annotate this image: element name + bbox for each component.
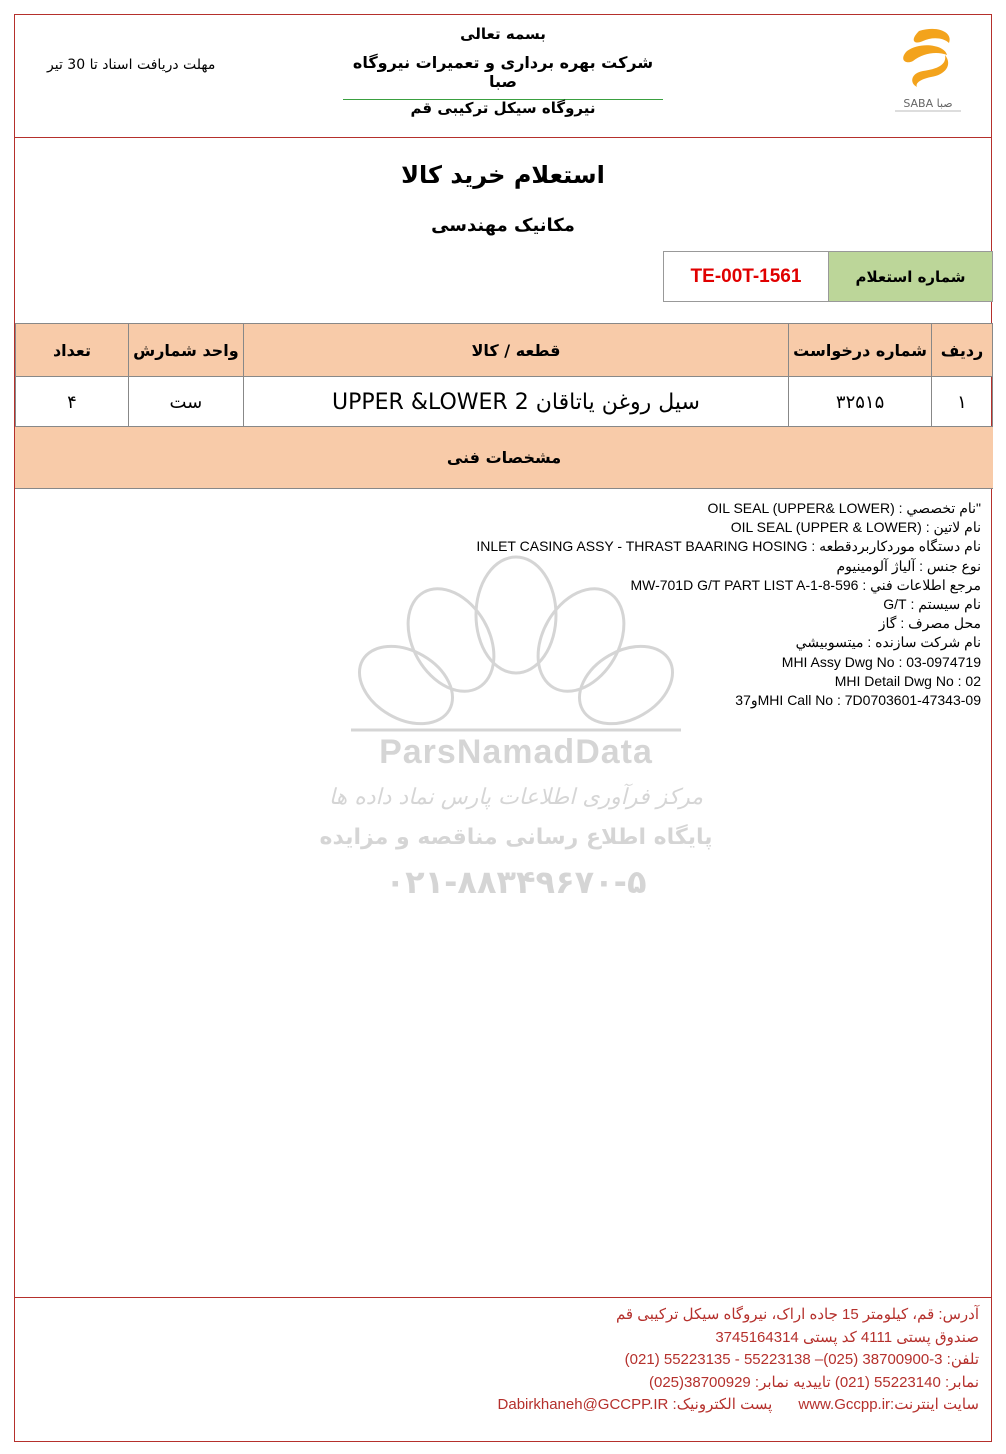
- contact-info: [498, 1304, 979, 1417]
- watermark-phone: ۰۲۱-۸۸۳۴۹۶۷۰-۵: [385, 863, 647, 901]
- cell-request: ۳۲۵۱۵: [789, 377, 932, 428]
- watermark-line1: مرکز فرآوری اطلاعات پارس نماد داده ها: [328, 785, 704, 810]
- table-header-row: [16, 324, 993, 377]
- items-table: [15, 323, 993, 428]
- col-header-unit: واحد شمارش: [128, 324, 243, 377]
- spec-line: مرجع اطلاعات فني : MW-701D G/T PART LIST A-1-8-596: [630, 576, 981, 593]
- footer-postal: صندوق پستی 4111 کد پستی 3745164314: [715, 1328, 979, 1346]
- footer-fax: نمابر: 55223140 (021) تاییدیه نمابر: 38700929(025): [648, 1373, 979, 1391]
- spec-line: نام سيستم : G/T: [883, 596, 981, 613]
- col-header-item: قطعه / کالا: [243, 324, 788, 377]
- watermark-line2: پایگاه اطلاع رسانی مناقصه و مزایده: [319, 825, 713, 850]
- cell-unit: ست: [128, 377, 243, 428]
- spec-line: MHI Detail Dwg No : 02: [834, 672, 981, 689]
- spec-line: MHI Call No : 7D0703601-47343-09و37: [735, 692, 981, 709]
- deadline-note: مهلت دریافت اسناد تا 30 تیر: [47, 57, 216, 73]
- plant-name: نیروگاه سیکل ترکیبی قم: [410, 99, 596, 117]
- spec-line: MHI Assy Dwg No : 03-0974719: [781, 653, 981, 670]
- spec-line: نوع جنس : آلياژ آلومينيوم: [836, 557, 981, 574]
- watermark-brand: ParsNamadData: [379, 733, 653, 771]
- specs-list: [476, 499, 981, 710]
- specs-title: مشخصات فنی: [15, 426, 993, 489]
- table-row: [16, 377, 993, 428]
- document-header: [15, 15, 991, 138]
- spec-line: نام دستگاه موردكاربردقطعه : INLET CASING ASSY - THRAST BAARING HOSING: [476, 538, 981, 555]
- cell-row: ۱: [932, 377, 993, 428]
- document-page: [14, 14, 992, 1442]
- company-name: شرکت بهره برداری و تعمیرات نیروگاه صبا: [343, 53, 663, 100]
- footer-email[interactable]: پست الکترونیک: Dabirkhaneh@GCCPP.IR: [497, 1396, 773, 1414]
- page-title: استعلام خرید کالا: [401, 161, 605, 189]
- cell-item: سیل روغن یاتاقان 2 UPPER &LOWER: [243, 377, 788, 428]
- col-header-qty: تعداد: [16, 324, 129, 377]
- spec-line: نام شركت سازنده : ميتسوبيشي: [795, 634, 981, 651]
- footer-phone: تلفن: 3-38700900 (025)– 55223138 - 55223135 (021): [624, 1351, 979, 1369]
- footer-address: آدرس: قم، کیلومتر 15 جاده اراک، نیروگاه سیکل ترکیبی قم: [615, 1306, 979, 1323]
- footer-web-email: [498, 1394, 979, 1417]
- inquiry-number: TE-00T-1561: [664, 252, 829, 301]
- footer-website[interactable]: سایت اینترنت:www.Gccpp.ir: [798, 1396, 979, 1414]
- department-title: مکانیک مهندسی: [431, 215, 575, 236]
- inquiry-label: شماره استعلام: [829, 252, 992, 301]
- spec-line: محل مصرف : گاز: [878, 615, 981, 632]
- spec-line: نام لاتين : (OIL SEAL (UPPER & LOWER: [730, 519, 981, 536]
- col-header-request: شماره درخواست: [789, 324, 932, 377]
- basmala: بسمه تعالی: [460, 25, 546, 43]
- document-footer: [15, 1297, 991, 1442]
- cell-qty: ۴: [16, 377, 129, 428]
- spec-line: "نام تخصصي : (OIL SEAL (UPPER& LOWER: [707, 500, 981, 516]
- inquiry-number-box: [663, 251, 993, 302]
- svg-text:SABA صبا: SABA صبا: [903, 97, 953, 110]
- col-header-row: ردیف: [932, 324, 993, 377]
